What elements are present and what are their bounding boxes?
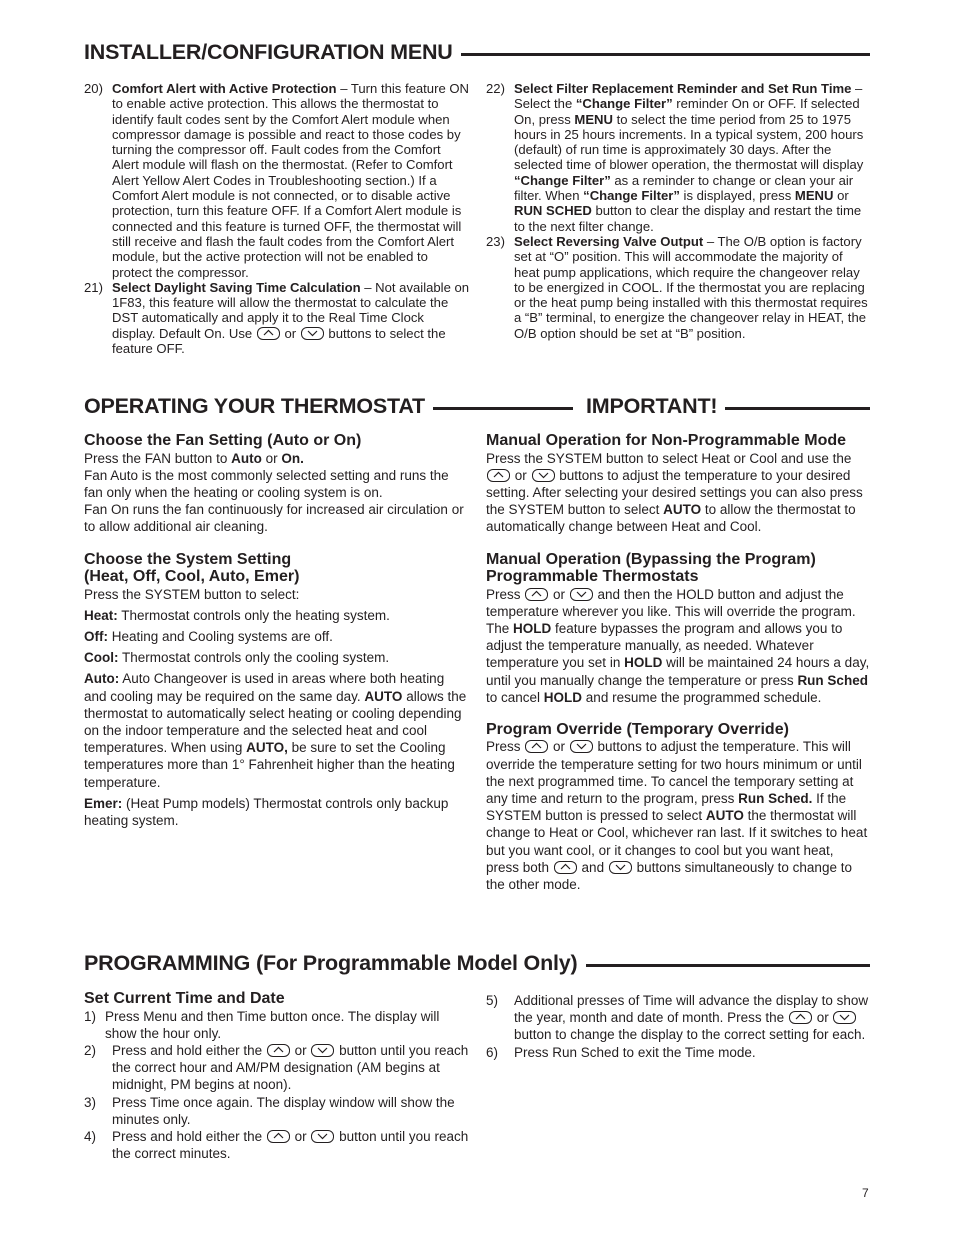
item-title: Select Filter Replacement Reminder and Set Run Time — [514, 81, 852, 96]
item-text: – Turn this feature ON to enable active protection. This allows the thermostat to identify fault codes sent by the Comfort Alert module when compressor damage is possible and react to those codes by turning the compressor off. Fault codes from the Comfort Alert module will flash on the thermostat. (Refer to Comfort Alert Yellow Alert Codes in Troubleshooting section.) If a Comfort Alert module is not connected, or to disable active protection, turn this feature OFF. If a Comfort Alert module is connected and this feature is turned OFF, the thermostat will still receive and flash the fault codes from the Comfort Alert module, but the active protection will not be enabled to protect the compressor. — [112, 81, 470, 280]
text: Thermostat controls only the heating system. — [117, 607, 390, 623]
down-arrow-button-icon — [570, 740, 593, 753]
text: Thermostat controls only the cooling system. — [118, 650, 390, 666]
programming-header — [84, 951, 870, 976]
run-sched-text: Run Sched. — [738, 791, 813, 807]
item-body — [112, 280, 470, 356]
or-text: or — [261, 450, 282, 466]
item-text: – The O/B option is factory set at “O” position. This will accommodate the majority of heat pump applications, which require the changeover relay to be energized in COOL. If the thermostat you are replacing or the heat pump being installed with this thermostat requires a “B” terminal, to energize the changeover relay in HEAT, the O/B option should be set at “B” position. — [514, 233, 868, 341]
up-arrow-button-icon — [267, 1044, 290, 1057]
item-text: reminder On or OFF. If selected On, press — [514, 96, 860, 127]
header-rule — [586, 964, 870, 967]
text: and then the HOLD button and adjust the temperature wherever you like. This will override the program. The — [486, 586, 856, 636]
heat-paragraph — [84, 607, 470, 624]
or-text: or — [290, 1128, 311, 1144]
or-text: or — [511, 467, 531, 483]
text: be sure to set the Cooling temperatures more than 1° Fahrenheit higher than the heating temperature. — [84, 740, 455, 790]
manual-bypass-paragraph — [486, 586, 870, 706]
text: will be maintained 24 hours a day, until you manually change the temperature or press — [486, 655, 870, 688]
program-override-heading: Program Override (Temporary Override) — [486, 720, 789, 738]
system-setting-heading: Choose the System Setting — [84, 550, 292, 568]
step-number: 6) — [486, 1044, 499, 1060]
header-rule — [461, 53, 870, 56]
text: button to change the display to the correct setting for each. — [514, 1027, 866, 1043]
text: Press — [486, 586, 525, 602]
step-number: 3) — [84, 1094, 97, 1110]
step-1 — [84, 1008, 470, 1042]
or-text: or — [833, 188, 849, 204]
item-text: – Not available on 1F83, this feature will allow the thermostat to calculate the DST automatically and apply it to the Real Time Clock display. Default On. Use — [112, 279, 470, 341]
auto-label: Auto: — [84, 671, 120, 687]
down-arrow-button-icon — [833, 1011, 856, 1024]
step-number: 2) — [84, 1042, 97, 1058]
step-body — [514, 992, 870, 1044]
text: Press the FAN button to — [84, 450, 232, 466]
step-5 — [486, 992, 870, 1044]
installer-right-column — [486, 81, 870, 341]
manual-bypass-subheading: Programmable Thermostats — [486, 568, 699, 586]
up-arrow-button-icon — [257, 327, 280, 340]
up-arrow-button-icon — [554, 861, 577, 874]
text: buttons to adjust the temperature. This will override the temperature setting for two hours minimum or until the next programmed time. To cancel the temporary setting at any time and return to the program, press — [486, 739, 862, 807]
text: to allow the thermostat to automatically change between Heat and Cool. — [486, 502, 856, 535]
item-body — [112, 81, 470, 280]
text: feature bypasses the program and allows you to adjust the temperature manually, as needed. Whatever temperature you set in — [486, 620, 843, 671]
off-label: Off: — [84, 628, 108, 644]
set-time-heading: Set Current Time and Date — [84, 990, 285, 1007]
step-number: 1) — [84, 1008, 97, 1024]
item-text: button to clear the display and restart the time to the next filter change. — [514, 203, 862, 234]
up-arrow-button-icon — [487, 469, 510, 482]
step-6 — [486, 1044, 870, 1061]
heat-label: Heat: — [84, 607, 118, 623]
system-setting-subheading: (Heat, Off, Cool, Auto, Emer) — [84, 568, 300, 586]
or-text: or — [816, 1010, 833, 1026]
up-arrow-button-icon — [525, 588, 548, 601]
text: Press and hold either the — [112, 1042, 266, 1058]
hold-text: HOLD — [543, 689, 583, 705]
item-title: Comfort Alert with Active Protection — [112, 81, 337, 96]
text: the thermostat will change to Heat or Cool, whichever ran last. If it switches to heat but you want cool, or it changes to cool but you want heat, press both — [486, 808, 868, 875]
text: Auto Changeover is used in areas where both heating and cooling may be required on the same day. — [84, 671, 445, 704]
item-21 — [84, 280, 470, 356]
down-arrow-button-icon — [311, 1130, 334, 1143]
manual-bypass-heading: Manual Operation (Bypassing the Program) — [486, 550, 816, 568]
text: Heating and Cooling systems are off. — [108, 628, 333, 644]
item-title: Select Reversing Valve Output — [514, 233, 704, 249]
auto-text: AUTO — [705, 808, 744, 824]
item-number: 20) — [84, 81, 103, 96]
down-arrow-button-icon — [609, 861, 632, 874]
item-text: to select the time period from 25 to 1975 hours in 25 hours increments. In a typical system, 200 hours (default) of run time is approximately 30 days. After the selected time of blower operation, the thermostat will display — [514, 111, 864, 173]
text: button until you reach the correct hour and AM/PM designation (AM begins at midnight, PM begins at noon). — [112, 1042, 469, 1093]
cool-paragraph — [84, 649, 470, 666]
or-text: or — [290, 1042, 311, 1058]
manual-non-programmable-heading: Manual Operation for Non-Programmable Mode — [486, 432, 847, 449]
item-text: buttons to select the feature OFF. — [112, 325, 446, 357]
program-override-paragraph — [486, 738, 870, 893]
step-2 — [84, 1042, 470, 1094]
item-body — [514, 234, 870, 341]
item-22 — [486, 81, 870, 234]
page-number: 7 — [862, 1186, 869, 1200]
change-filter-text: “Change Filter” — [514, 172, 611, 188]
run-sched-text: Run Sched — [797, 672, 868, 688]
fan-auto-paragraph: Fan Auto is the most commonly selected setting and runs the fan only when the heating or cooling system is on. — [84, 467, 449, 500]
installer-menu-title: INSTALLER/CONFIGURATION MENU — [84, 40, 453, 64]
important-title: IMPORTANT! — [586, 394, 718, 418]
text: Press — [486, 739, 525, 755]
installer-menu-header — [84, 40, 870, 65]
auto-text: AUTO — [364, 688, 403, 704]
menu-text: MENU — [794, 188, 834, 204]
change-filter-text: “Change Filter” — [575, 96, 673, 112]
step-number: 5) — [486, 993, 499, 1008]
step-text: Press Time once again. The display window will show the minutes only. — [112, 1094, 455, 1127]
header-rule — [433, 407, 573, 410]
down-arrow-button-icon — [311, 1044, 334, 1057]
emer-paragraph — [84, 795, 470, 829]
text: allows the thermostat to automatically select heating or cooling depending on the indoor temperature and the selected heat and cool temperatures. When using — [84, 688, 467, 756]
off-paragraph — [84, 628, 470, 645]
auto-text: AUTO, — [246, 740, 288, 756]
cool-label: Cool: — [84, 650, 119, 666]
installer-left-column — [84, 81, 470, 356]
emer-label: Emer: — [84, 795, 123, 811]
system-intro: Press the SYSTEM button to select: — [84, 586, 300, 602]
item-body — [514, 81, 870, 234]
up-arrow-button-icon — [267, 1130, 290, 1143]
text: buttons to adjust the temperature to your desired setting. After selecting your desired settings you can also press the SYSTEM button to select — [486, 467, 863, 518]
run-sched-text: RUN SCHED — [514, 203, 592, 219]
auto-text: Auto — [231, 450, 262, 466]
change-filter-text: “Change Filter” — [583, 188, 680, 204]
text: and resume the programmed schedule. — [582, 689, 822, 705]
or-text: or — [280, 325, 300, 341]
down-arrow-button-icon — [532, 469, 555, 482]
step-body — [112, 1128, 470, 1162]
operating-header — [84, 394, 573, 419]
step-text: Press Run Sched to exit the Time mode. — [514, 1044, 756, 1060]
item-number: 22) — [486, 81, 505, 96]
text: Press the SYSTEM button to select Heat or Cool and use the — [486, 450, 852, 466]
hold-text: HOLD — [624, 655, 663, 671]
item-text: – Select the — [514, 81, 863, 112]
text: Press and hold either the — [112, 1128, 266, 1144]
item-text: is displayed, press — [679, 188, 795, 204]
step-text: Press Menu and then Time button once. The display will show the hour only. — [105, 1008, 440, 1041]
manual-non-programmable-paragraph — [486, 450, 870, 536]
operating-left-column — [84, 432, 470, 829]
auto-paragraph — [84, 670, 470, 790]
fan-paragraph — [84, 450, 470, 467]
text: button until you reach the correct minutes. — [112, 1128, 469, 1162]
text: (Heat Pump models) Thermostat controls only backup heating system. — [84, 795, 449, 828]
or-text: or — [549, 739, 569, 755]
item-20 — [84, 81, 470, 280]
text: If the SYSTEM button is pressed to select — [486, 791, 847, 824]
auto-text: AUTO — [663, 502, 702, 518]
fan-on-paragraph: Fan On runs the fan continuously for increased air circulation or to allow additional air cleaning. — [84, 502, 464, 535]
item-title: Select Daylight Saving Time Calculation — [112, 279, 361, 295]
item-23 — [486, 234, 870, 341]
up-arrow-button-icon — [789, 1011, 812, 1024]
and-text: and — [577, 859, 608, 875]
important-header — [586, 394, 870, 419]
down-arrow-button-icon — [301, 327, 324, 340]
important-right-column — [486, 432, 870, 893]
text: buttons simultaneously to change to the other mode. — [486, 859, 852, 893]
on-text: On. — [281, 450, 304, 466]
hold-text: HOLD — [513, 620, 552, 636]
item-number: 23) — [486, 233, 505, 249]
text: to cancel — [486, 689, 544, 705]
programming-left-column — [84, 990, 470, 1162]
item-text: as a reminder to change or clean your air filter. When — [514, 172, 854, 204]
text: Additional presses of Time will advance the display to show the year, month and date of month. Press the — [514, 993, 869, 1026]
item-number: 21) — [84, 279, 103, 295]
operating-title: OPERATING YOUR THERMOSTAT — [84, 394, 425, 418]
down-arrow-button-icon — [570, 588, 593, 601]
step-body — [112, 1042, 470, 1094]
header-rule — [725, 407, 870, 410]
step-number: 4) — [84, 1128, 97, 1144]
menu-text: MENU — [574, 111, 613, 127]
fan-setting-heading: Choose the Fan Setting (Auto or On) — [84, 432, 362, 449]
programming-title: PROGRAMMING (For Programmable Model Only) — [84, 951, 578, 975]
or-text: or — [549, 586, 569, 602]
up-arrow-button-icon — [525, 740, 548, 753]
programming-right-column — [486, 992, 870, 1061]
step-4 — [84, 1128, 470, 1162]
step-3 — [84, 1094, 470, 1128]
